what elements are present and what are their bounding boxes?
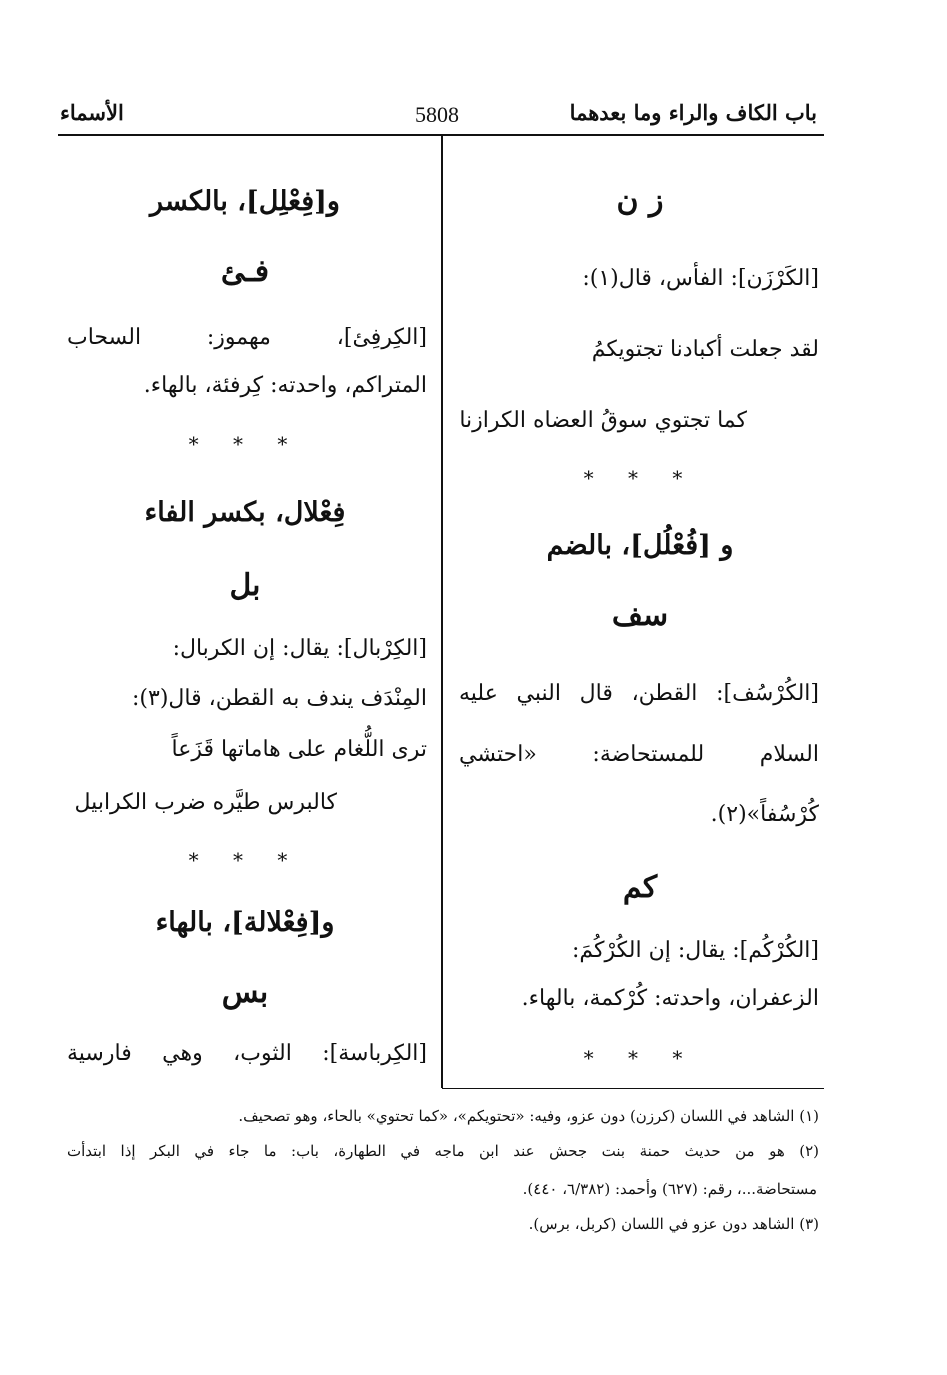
footnote: مستحاضة...، رقم: (٦٢٧) وأحمد: (٦/٣٨٢، ٤٤٠). (522, 1180, 817, 1198)
entry-line: المِنْدَف يندف به القطن، قال(٣): (132, 686, 427, 711)
section-title: الأسماء (60, 100, 124, 125)
separator-stars: * * * (188, 848, 302, 872)
page-number: 5808 (415, 102, 459, 127)
root-heading: بس (221, 975, 269, 1010)
entry-line: [الكُرْكُم]: يقال: إن الكُرْكُمَ: (571, 938, 819, 963)
entry-line: السلام للمستحاضة: «احتشي (459, 742, 819, 767)
root-heading: كم (622, 870, 658, 905)
pattern-heading: فِعْلال، بكسر الفاء (144, 497, 346, 528)
column-divider (441, 136, 443, 1088)
verse-line: كالبرس طيَّره ضرب الكرابيل (74, 790, 337, 815)
pattern-heading: و[فِعْلِل]، بالكسر (150, 186, 340, 217)
entry-line: [الكِرْبال]: يقال: إن الكربال: (172, 636, 427, 661)
separator-stars: * * * (583, 466, 697, 490)
chapter-title: باب الكاف والراء وما بعدهما (569, 100, 817, 125)
footnote-rule (442, 1088, 824, 1089)
pattern-heading: و[فِعْلالة]، بالهاء (155, 907, 335, 938)
footnote: (٣) الشاهد دون عزو في اللسان (كربل، برس). (528, 1215, 819, 1233)
verse-line: ترى اللُّغام على هاماتها قَزَعاً (171, 737, 427, 762)
pattern-heading: و [فُعْلُل]، بالضم (546, 530, 734, 561)
entry-line: الزعفران، واحدته: كُرْكمة، بالهاء. (521, 986, 819, 1011)
root-heading: بل (229, 568, 261, 603)
entry-line: [الكِرفِئ]، مهموز: السحاب (67, 325, 427, 350)
entry-line: [الكِرباسة]: الثوب، وهي فارسية (67, 1041, 427, 1066)
entry-line: [الكُرْسُف]: القطن، قال النبي عليه (459, 681, 819, 706)
root-heading: ز ن (616, 183, 664, 218)
entry-line: [الكَرْزَن]: الفأس، قال(١): (582, 266, 819, 291)
verse-line: لقد جعلت أكبادنا تجتويكمُ (591, 337, 819, 362)
verse-line: كما تجتوي سوقُ العضاه الكرازنا (459, 408, 747, 433)
entry-line: كُرْسُفاً»(٢). (710, 802, 819, 827)
root-heading: فـئ (220, 254, 270, 289)
entry-line: المتراكم، واحدته: كِرفئة، بالهاء. (143, 373, 427, 398)
separator-stars: * * * (583, 1046, 697, 1070)
separator-stars: * * * (188, 432, 302, 456)
footnote: (٢) هو من حديث حمنة بنت جحش عند ابن ماجه في الطهارة، باب: ما جاء في البكر إذا ابتدأت (67, 1142, 819, 1160)
footnote: (١) الشاهد في اللسان (كرزن) دون عزو، وفيه: «تحتويكم»، «كما تحتوي» بالحاء، وهو تصحيف. (238, 1107, 819, 1125)
root-heading: سف (611, 598, 669, 633)
